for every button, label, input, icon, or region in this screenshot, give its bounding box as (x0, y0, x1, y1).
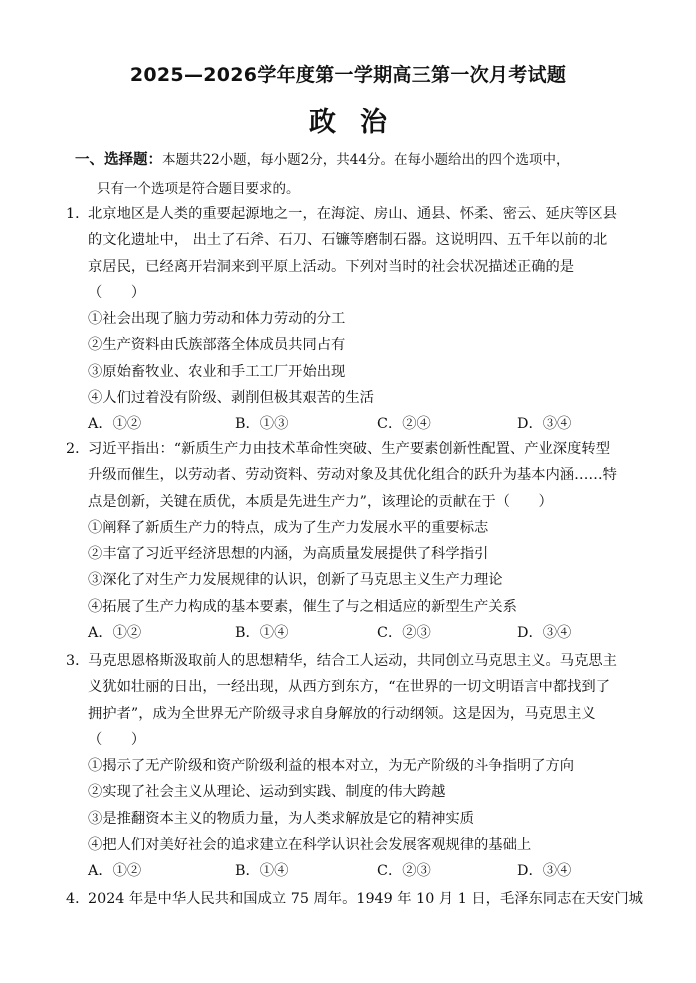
choice-d: D．③④ (517, 863, 572, 880)
section-instruction-2: 只有一个选项是符合题目要求的。 (97, 181, 300, 197)
statement-option: ①揭示了无产阶级和资产阶级利益的根本对立，为无产阶级的斗争指明了方向 (88, 758, 575, 775)
statement-option: ①阐释了新质生产力的特点，成为了生产力发展水平的重要标志 (88, 519, 489, 536)
question-stem (88, 886, 643, 912)
statement-option: ③深化了对生产力发展规律的认识，创新了马克思主义生产力理论 (88, 572, 503, 589)
answer-choices (88, 620, 640, 646)
choice-a: A．①② (88, 416, 142, 433)
stem-line: 的文化遗址中， 出土了石斧、石刀、石镰等磨制石器。这说明四、五千年以前的北 (88, 232, 608, 249)
question-number: 3． (66, 653, 90, 669)
stem-line: 2024 年是中华人民共和国成立 75 周年。1949 年 10 月 1 日，毛泽东同志在天安门城 (88, 891, 643, 907)
stem-line: （ ） (88, 731, 146, 748)
stem-line: （ ） (88, 284, 146, 301)
statement-option: ②生产资料由氏族部落全体成员共同占有 (88, 337, 346, 354)
statement-option: ④人们过着没有阶级、剥削但极其艰苦的生活 (88, 390, 374, 407)
question-number: 2． (66, 441, 90, 457)
statement-option: ③是推翻资本主义的物质力量，为人类求解放是它的精神实质 (88, 810, 475, 827)
answer-choices (88, 411, 640, 437)
statement-option: ③原始畜牧业、农业和手工工厂开始出现 (88, 363, 346, 380)
choice-c: C．②③ (377, 625, 431, 642)
question-number: 4． (66, 891, 90, 907)
question-number: 1． (66, 206, 90, 222)
exam-title: 2025—2026学年度第一学期高三第一次月考试题 (129, 64, 567, 86)
stem-line: 点是创新，关键在质优，本质是先进生产力”，该理论的贡献在于（ ） (88, 493, 553, 510)
stem-line: 京居民，已经离开岩洞来到平原上活动。下列对当时的社会状况描述正确的是 (88, 258, 575, 275)
section-instruction-1: 本题共22小题，每小题2分，共44分。在每小题给出的四个选项中， (162, 152, 570, 168)
stem-line: 马克思恩格斯汲取前人的思想精华，结合工人运动，共同创立马克思主义。马克思主 (88, 653, 617, 669)
question-2 (66, 436, 640, 646)
question-stem (88, 201, 640, 306)
answer-choices (88, 858, 640, 884)
question-1 (66, 201, 640, 437)
choice-a: A．①② (88, 863, 142, 880)
section-heading (75, 146, 635, 204)
choice-d: D．③④ (517, 625, 572, 642)
choice-b: B．①④ (235, 625, 289, 642)
section-label: 一、选择题： (75, 152, 162, 168)
stem-line: 拥护者”，成为全世界无产阶级寻求自身解放的行动纲领。这是因为，马克思主义 (88, 705, 596, 722)
question-stem (88, 648, 640, 753)
statement-option: ④拓展了生产力构成的基本要素，催生了与之相适应的新型生产关系 (88, 598, 517, 615)
choice-b: B．①③ (235, 416, 289, 433)
stem-line: 习近平指出：“新质生产力由技术革命性突破、生产要素创新性配置、产业深度转型 (88, 441, 610, 457)
statement-option: ①社会出现了脑力劳动和体力劳动的分工 (88, 311, 346, 328)
statement-option: ②丰富了习近平经济思想的内涵，为高质量发展提供了科学指引 (88, 546, 489, 563)
choice-b: B．①④ (235, 863, 289, 880)
stem-line: 北京地区是人类的重要起源地之一，在海淀、房山、通县、怀柔、密云、延庆等区县 (88, 206, 617, 222)
choice-c: C．②③ (377, 863, 431, 880)
statement-option: ②实现了社会主义从理论、运动到实践、制度的伟大跨越 (88, 784, 446, 801)
stem-line: 义犹如壮丽的日出，一经出现，从西方到东方，“在世界的一切文明语言中都找到了 (88, 679, 610, 696)
choice-d: D．③④ (517, 416, 572, 433)
statement-option: ④把人们对美好社会的追求建立在科学认识社会发展客观规律的基础上 (88, 837, 532, 854)
question-stem (88, 436, 640, 515)
subject-title: 政治 (309, 107, 411, 138)
choice-a: A．①② (88, 625, 142, 642)
question-3 (66, 648, 640, 884)
question-4 (66, 886, 643, 912)
stem-line: 升级而催生，以劳动者、劳动资料、劳动对象及其优化组合的跃升为基本内涵……特 (88, 467, 617, 484)
choice-c: C．②④ (377, 416, 431, 433)
